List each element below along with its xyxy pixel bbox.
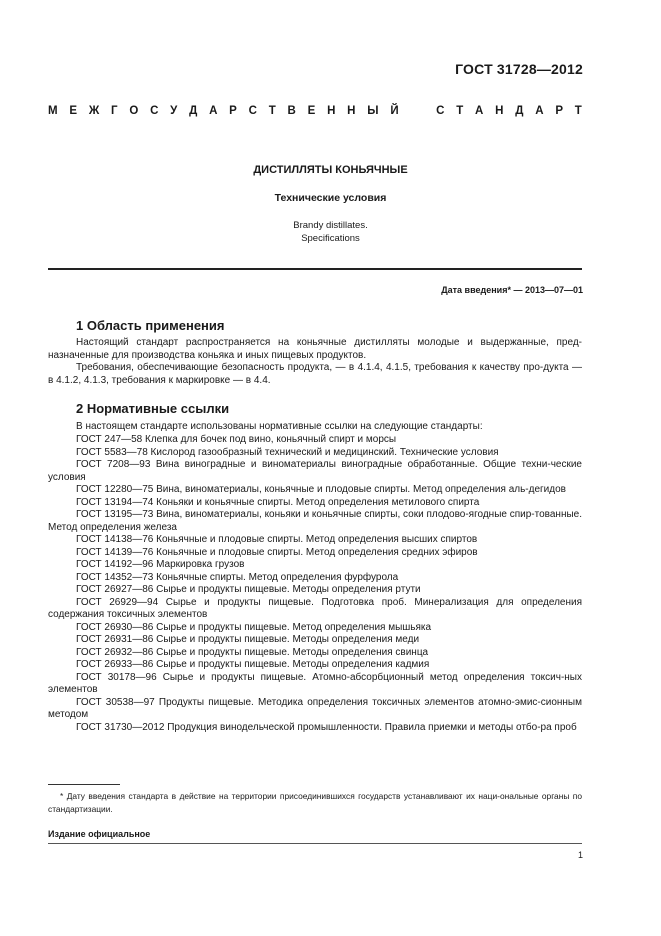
publication-note: Издание официальное [48,829,151,839]
reference-item: ГОСТ 31730—2012 Продукция винодельческой промышленности. Правила приемки и методы отбо-ра проб [76,721,577,733]
reference-list [48,434,582,734]
standard-code: ГОСТ 31728—2012 [455,61,583,77]
reference-item: ГОСТ 7208—93 Вина виноградные и виноматериалы виноградные обработанные. Общие техни-ческие условия [48,459,582,483]
interstate-standard-banner [48,105,582,117]
reference-item: ГОСТ 14138—76 Коньячные и плодовые спирты. Метод определения высших спиртов [76,534,478,545]
banner-letter: О [129,105,139,117]
banner-letter: Н [347,105,356,117]
reference-item: ГОСТ 247—58 Клепка для бочек под вино, коньячный спирт и морсы [76,434,397,445]
reference-item: ГОСТ 26930—86 Сырье и продукты пищевые. Метод определения мышьяка [76,621,432,633]
banner-letter: У [170,105,178,117]
banner-letter: С [150,105,159,117]
banner-letter: Н [327,105,336,117]
reference-item: ГОСТ 26933—86 Сырье и продукты пищевые. Методы определения кадмия [76,659,430,670]
reference-item: ГОСТ 13195—73 Вина, виноматериалы, коньяки и коньячные спирты, соки плодово-ягодные спир-тованные. Метод определения железа [48,509,582,533]
footnote-divider [48,784,120,785]
banner-letter: А [535,105,544,117]
reference-item: ГОСТ 14192—96 Маркировка грузов [76,559,245,570]
reference-item: ГОСТ 14352—73 Коньячные спирты. Метод определения фурфурола [76,571,399,583]
reference-item: ГОСТ 14139—76 Коньячные и плодовые спирты. Метод определения средних эфиров [76,546,478,558]
banner-word-gap [410,105,424,117]
banner-letter: Т [574,105,582,117]
banner-letter: Ы [367,105,379,117]
document-subtitle: Технические условия [274,192,387,204]
section-2-heading: 2 Нормативные ссылки [76,401,230,416]
section-1-paragraph-2: Требования, обеспечивающие безопасность продукта, — в 4.1.4, 4.1.5, требования к качеству про-дукта — в 4.1.2, 4.1.3, требования к маркировке — в 4.4. [48,362,582,386]
banner-letter: В [287,105,296,117]
banner-letter: Т [456,105,464,117]
section-2-intro: В настоящем стандарте использованы нормативные ссылки на следующие стандарты: [76,421,483,432]
section-1-paragraph-1: Настоящий стандарт распространяется на коньячные дистилляты молодые и выдержанные, пред-назначенные для производства коньяка и иных пищевых продуктов. [48,337,582,361]
section-1-heading: 1 Область применения [76,318,225,333]
reference-item: ГОСТ 26929—94 Сырье и продукты пищевые. Подготовка проб. Минерализация для определения содержания токсичных элементов [48,596,582,620]
banner-letter: С [248,105,257,117]
banner-letter: С [436,105,445,117]
reference-item: ГОСТ 26931—86 Сырье и продукты пищевые. Методы определения меди [76,634,420,645]
footnote: * Дату введения стандарта в действие на территории присоединившихся государств устанавливают их наци-ональные органы по стандартизации. [48,791,582,814]
banner-letter: А [209,105,218,117]
banner-letter: Й [390,105,399,117]
reference-item: ГОСТ 26932—86 Сырье и продукты пищевые. Методы определения свинца [76,646,429,658]
banner-letter: Н [495,105,504,117]
reference-item: ГОСТ 26927—86 Сырье и продукты пищевые. Методы определения ртути [76,584,421,595]
english-title-line1: Brandy distillates. [293,220,368,231]
banner-letter: Д [515,105,524,117]
banner-letter: Г [111,105,118,117]
english-title-line2: Specifications [301,233,360,244]
title-divider [48,268,582,270]
reference-item: ГОСТ 30178—96 Сырье и продукты пищевые. Атомно-абсорбционный метод определения токсич-ных элементов [48,671,582,695]
intro-date: Дата введения* — 2013—07—01 [441,285,583,295]
footer-divider [48,843,582,844]
banner-letter: М [48,105,58,117]
banner-letter: Р [229,105,237,117]
banner-letter: А [475,105,484,117]
reference-item: ГОСТ 5583—78 Кислород газообразный технический и медицинский. Технические условия [76,446,499,458]
reference-item: ГОСТ 12280—75 Вина, виноматериалы, коньячные и плодовые спирты. Метод определения аль-дегидов [76,484,566,495]
banner-letter: Д [189,105,198,117]
banner-letter: Е [307,105,316,117]
banner-letter: Е [69,105,78,117]
document-title: ДИСТИЛЛЯТЫ КОНЬЯЧНЫЕ [253,164,408,176]
banner-letter: Т [268,105,276,117]
reference-item: ГОСТ 13194—74 Коньяки и коньячные спирты. Метод определения метилового спирта [76,496,480,508]
banner-letter: Р [555,105,563,117]
page-number: 1 [577,850,583,860]
banner-letter: Ж [88,105,100,117]
reference-item: ГОСТ 30538—97 Продукты пищевые. Методика определения токсичных элементов атомно-эмис-сионным методом [48,696,582,720]
